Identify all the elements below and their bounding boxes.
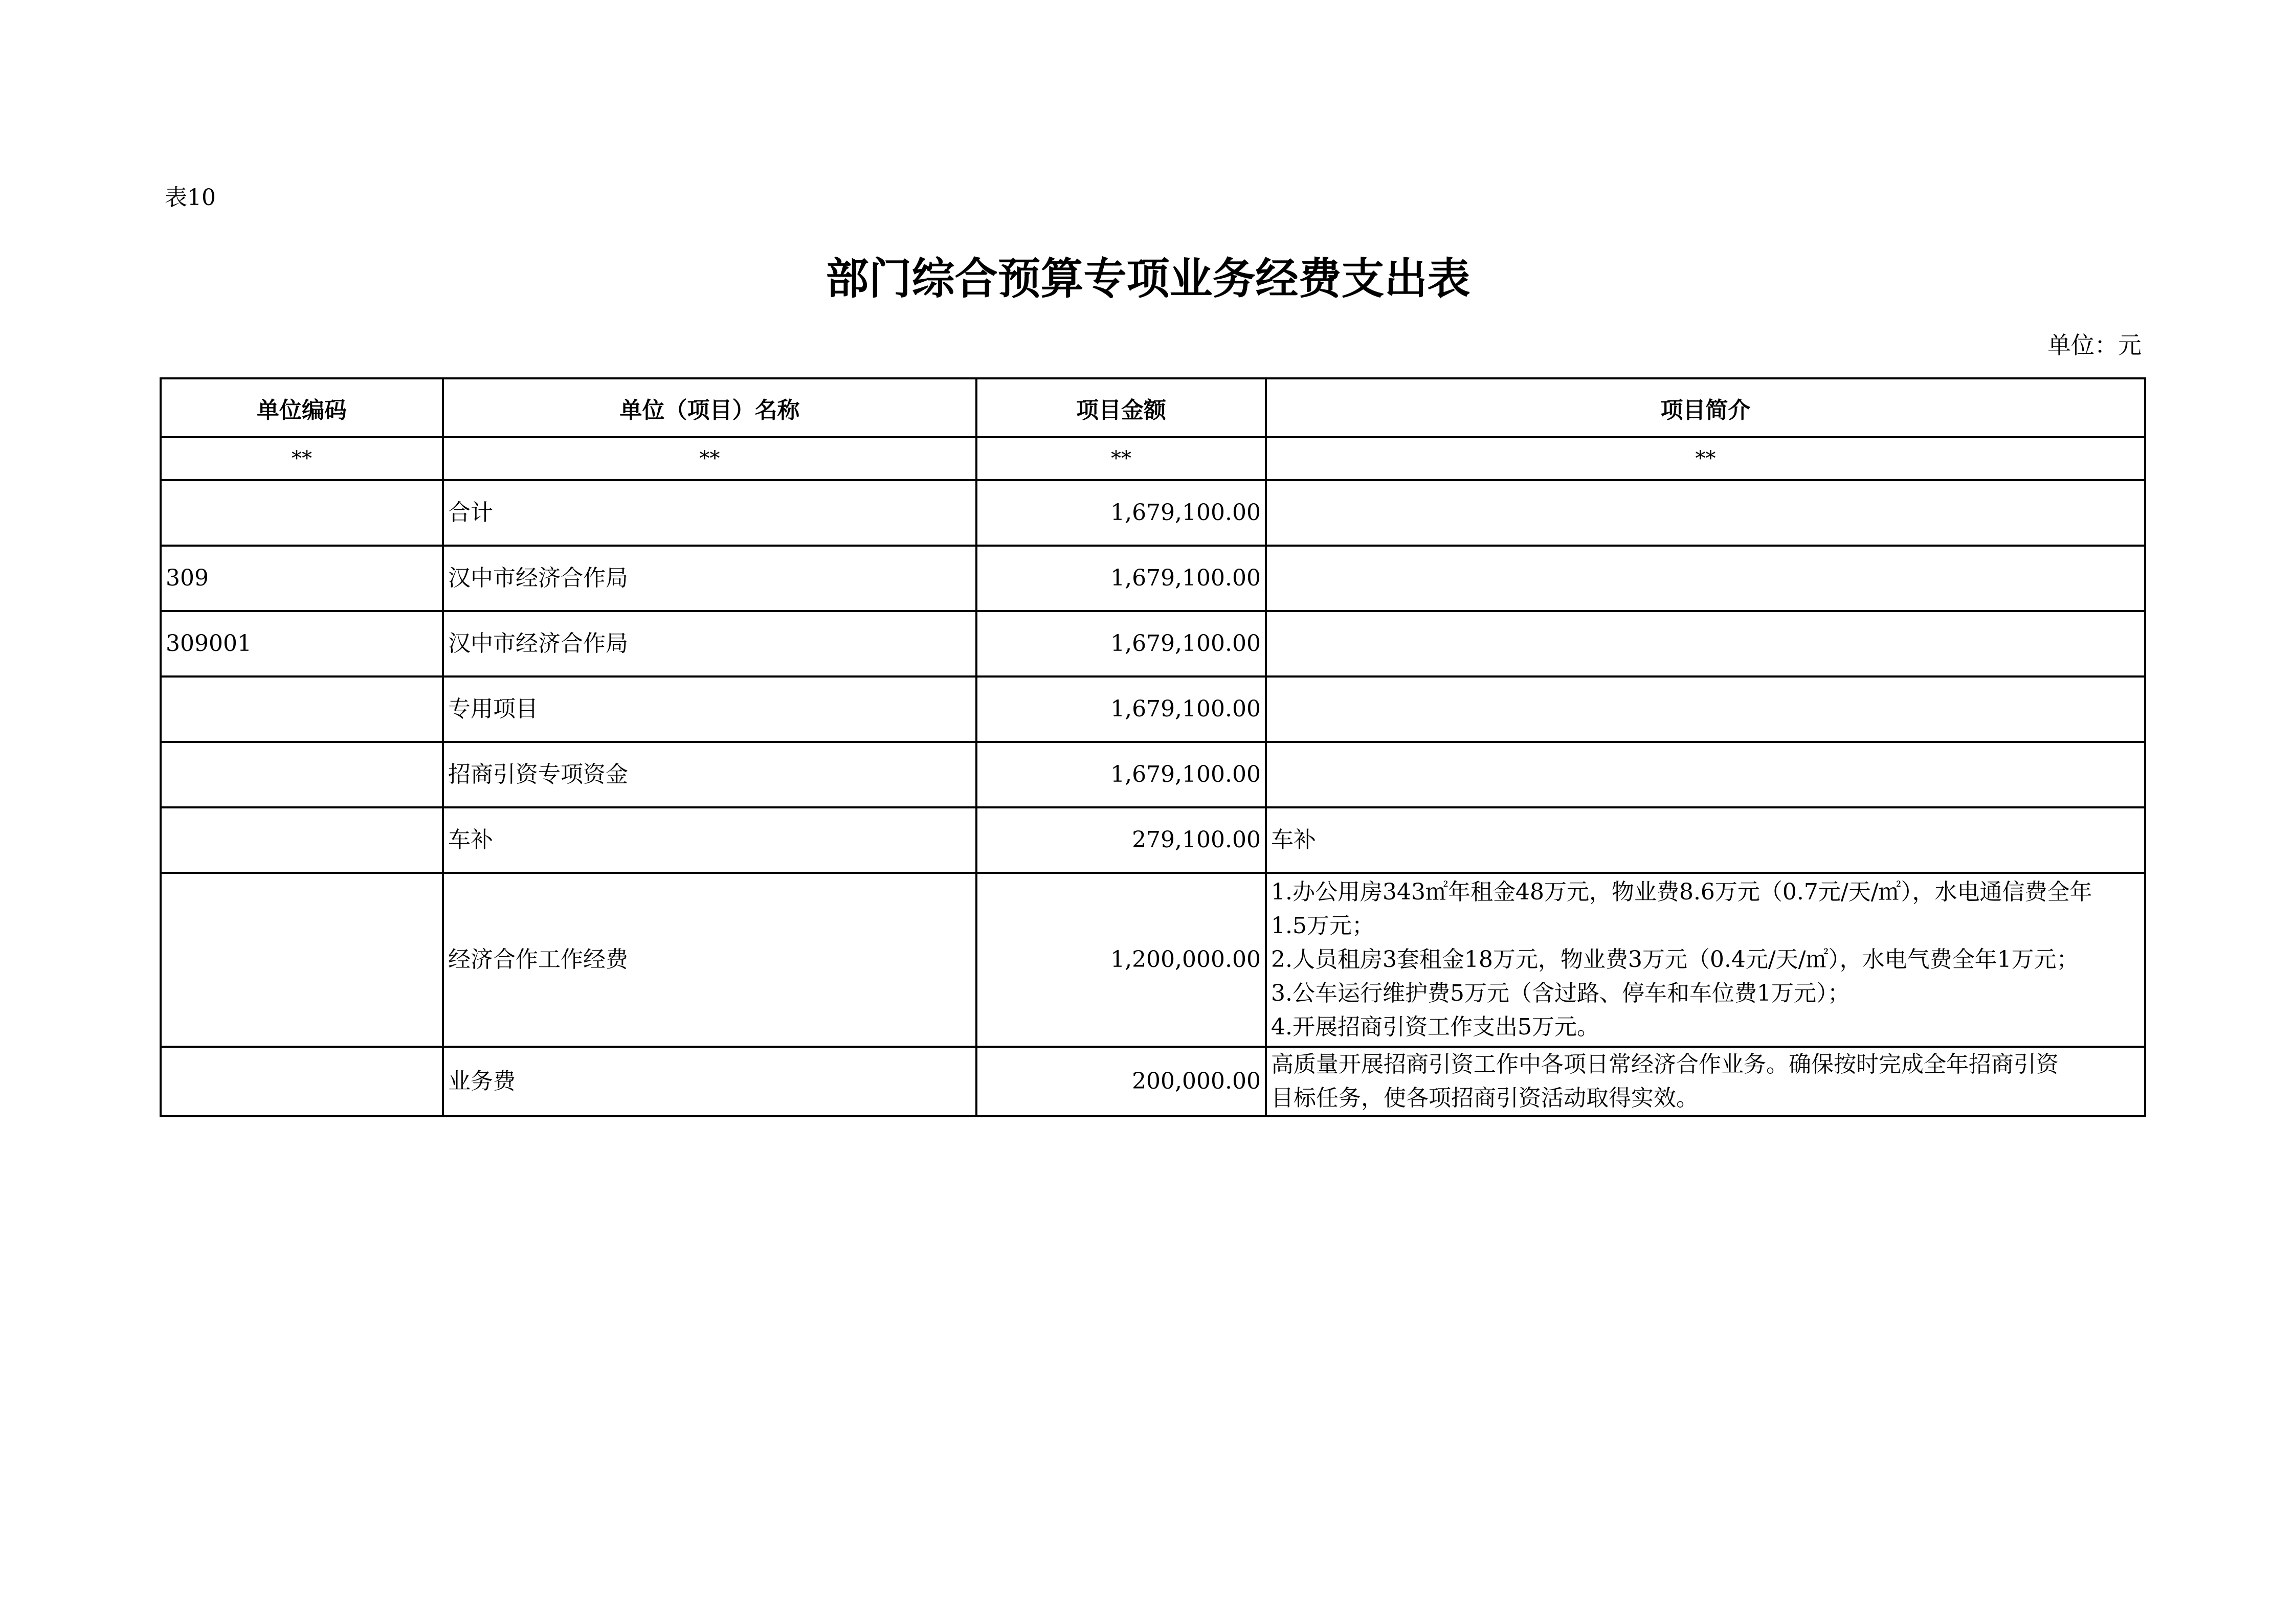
code-cell: 309	[161, 546, 443, 611]
amount-cell: 200,000.00	[976, 1047, 1266, 1116]
stars-cell: **	[161, 437, 443, 480]
code-cell	[161, 676, 443, 742]
stars-row	[161, 437, 2145, 480]
desc-cell	[1266, 807, 2145, 873]
name-cell: 汉中市经济合作局	[443, 546, 976, 611]
amount-cell: 1,200,000.00	[976, 873, 1266, 1047]
desc-cell	[1266, 742, 2145, 807]
name-cell: 车补	[443, 807, 976, 873]
amount-cell: 1,679,100.00	[976, 676, 1266, 742]
desc-line: 车补	[1271, 827, 1316, 853]
table-row	[161, 546, 2145, 611]
desc-line: 2.人员租房3套租金18万元，物业费3万元（0.4元/天/㎡），水电气费全年1万元；	[1271, 946, 2079, 973]
code-cell	[161, 742, 443, 807]
table-row	[161, 480, 2145, 546]
header-amount: 项目金额	[976, 378, 1266, 437]
desc-line: 高质量开展招商引资工作中各项日常经济合作业务。确保按时完成全年招商引资	[1271, 1051, 2059, 1077]
header-code: 单位编码	[161, 378, 443, 437]
table-row	[161, 611, 2145, 676]
table-row	[161, 742, 2145, 807]
name-cell: 业务费	[443, 1047, 976, 1116]
code-cell	[161, 807, 443, 873]
code-cell	[161, 480, 443, 546]
name-cell: 招商引资专项资金	[443, 742, 976, 807]
code-cell	[161, 873, 443, 1047]
stars-cell: **	[976, 437, 1266, 480]
desc-line: 1.办公用房343㎡年租金48万元，物业费8.6万元（0.7元/天/㎡），水电通信费全年	[1271, 879, 2092, 905]
name-cell: 汉中市经济合作局	[443, 611, 976, 676]
header-name: 单位（项目）名称	[443, 378, 976, 437]
desc-line: 1.5万元；	[1271, 913, 1374, 939]
desc-cell	[1266, 676, 2145, 742]
amount-cell: 1,679,100.00	[976, 742, 1266, 807]
stars-cell: **	[443, 437, 976, 480]
page-title: 部门综合预算专项业务经费支出表	[826, 254, 1470, 304]
desc-line: 4.开展招商引资工作支出5万元。	[1271, 1014, 1599, 1040]
desc-cell	[1266, 611, 2145, 676]
table-row	[161, 873, 2145, 1047]
name-cell: 经济合作工作经费	[443, 873, 976, 1047]
desc-cell	[1266, 873, 2145, 1047]
stars-cell: **	[1266, 437, 2145, 480]
name-cell: 合计	[443, 480, 976, 546]
desc-cell	[1266, 480, 2145, 546]
desc-line: 目标任务，使各项招商引资活动取得实效。	[1271, 1085, 1699, 1111]
budget-table	[160, 377, 2146, 1117]
amount-cell: 1,679,100.00	[976, 611, 1266, 676]
desc-cell	[1266, 1047, 2145, 1116]
amount-cell: 279,100.00	[976, 807, 1266, 873]
table-number: 表10	[165, 185, 216, 211]
desc-line: 3.公车运行维护费5万元（含过路、停车和车位费1万元）；	[1271, 980, 1850, 1006]
table-row	[161, 807, 2145, 873]
code-cell	[161, 1047, 443, 1116]
code-cell: 309001	[161, 611, 443, 676]
table-row	[161, 676, 2145, 742]
desc-cell	[1266, 546, 2145, 611]
header-desc: 项目简介	[1266, 378, 2145, 437]
table-row	[161, 1047, 2145, 1116]
amount-cell: 1,679,100.00	[976, 480, 1266, 546]
name-cell: 专用项目	[443, 676, 976, 742]
header-row	[161, 378, 2145, 437]
unit-label: 单位：元	[2047, 331, 2142, 359]
amount-cell: 1,679,100.00	[976, 546, 1266, 611]
